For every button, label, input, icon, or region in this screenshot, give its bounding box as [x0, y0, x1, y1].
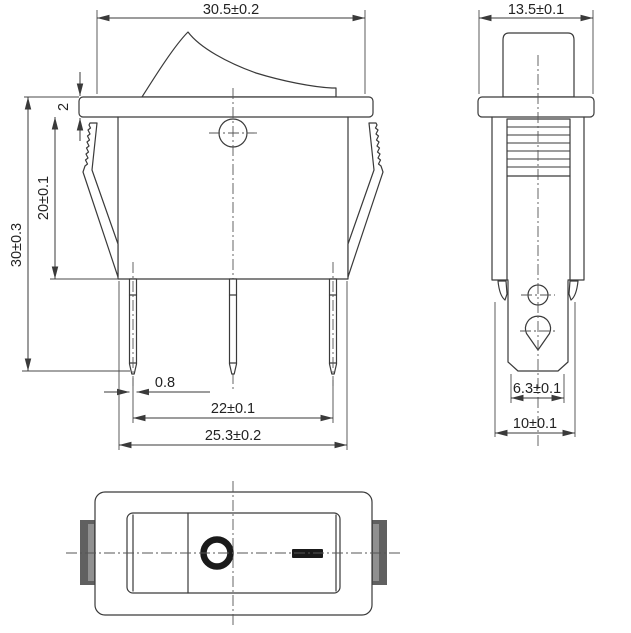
dim-terminal-thickness: [104, 375, 210, 392]
dimension-text: 2: [56, 102, 72, 112]
side-body-left: [492, 117, 508, 280]
dim-flange-thickness: [56, 72, 80, 141]
side-actuator-knob: [503, 33, 574, 97]
terminal-right: [330, 262, 337, 386]
dimension-text: 30±0.3: [9, 222, 25, 268]
front-view: [9, 2, 383, 450]
ribbed-section: [507, 119, 570, 176]
dimension-text: 25.3±0.2: [204, 428, 262, 444]
front-flange: [79, 97, 373, 117]
dimension-text: 6.3±0.1: [512, 381, 562, 397]
dimension-text: 30.5±0.2: [202, 2, 260, 18]
clip-highlight: [88, 524, 94, 581]
side-view: [478, 2, 594, 447]
on-symbol-dash: [292, 549, 323, 558]
snap-clip-right: [348, 123, 383, 277]
terminal-center: [230, 279, 237, 374]
top-clip-right: [372, 520, 387, 585]
snap-clip-left: [83, 123, 118, 277]
dim-body-height: [36, 117, 118, 279]
dimension-text: 10±0.1: [512, 416, 558, 432]
side-flange: [478, 97, 594, 117]
rocker-actuator-profile: [142, 32, 336, 97]
clip-highlight: [373, 524, 379, 581]
dimension-text: 22±0.1: [210, 401, 256, 417]
dimension-text: 0.8: [154, 375, 176, 391]
top-clip-left: [80, 520, 95, 585]
terminal-left: [130, 262, 137, 386]
latch-hook-left: [498, 281, 507, 300]
dim-side-tip-width: [511, 374, 564, 403]
terminal-pin: [230, 279, 237, 374]
dimension-text: 20±0.1: [36, 175, 52, 221]
dim-side-body-width: [495, 302, 575, 437]
latch-hook-right: [569, 281, 578, 300]
top-view: [66, 481, 400, 627]
dimension-text: 13.5±0.1: [507, 2, 565, 18]
